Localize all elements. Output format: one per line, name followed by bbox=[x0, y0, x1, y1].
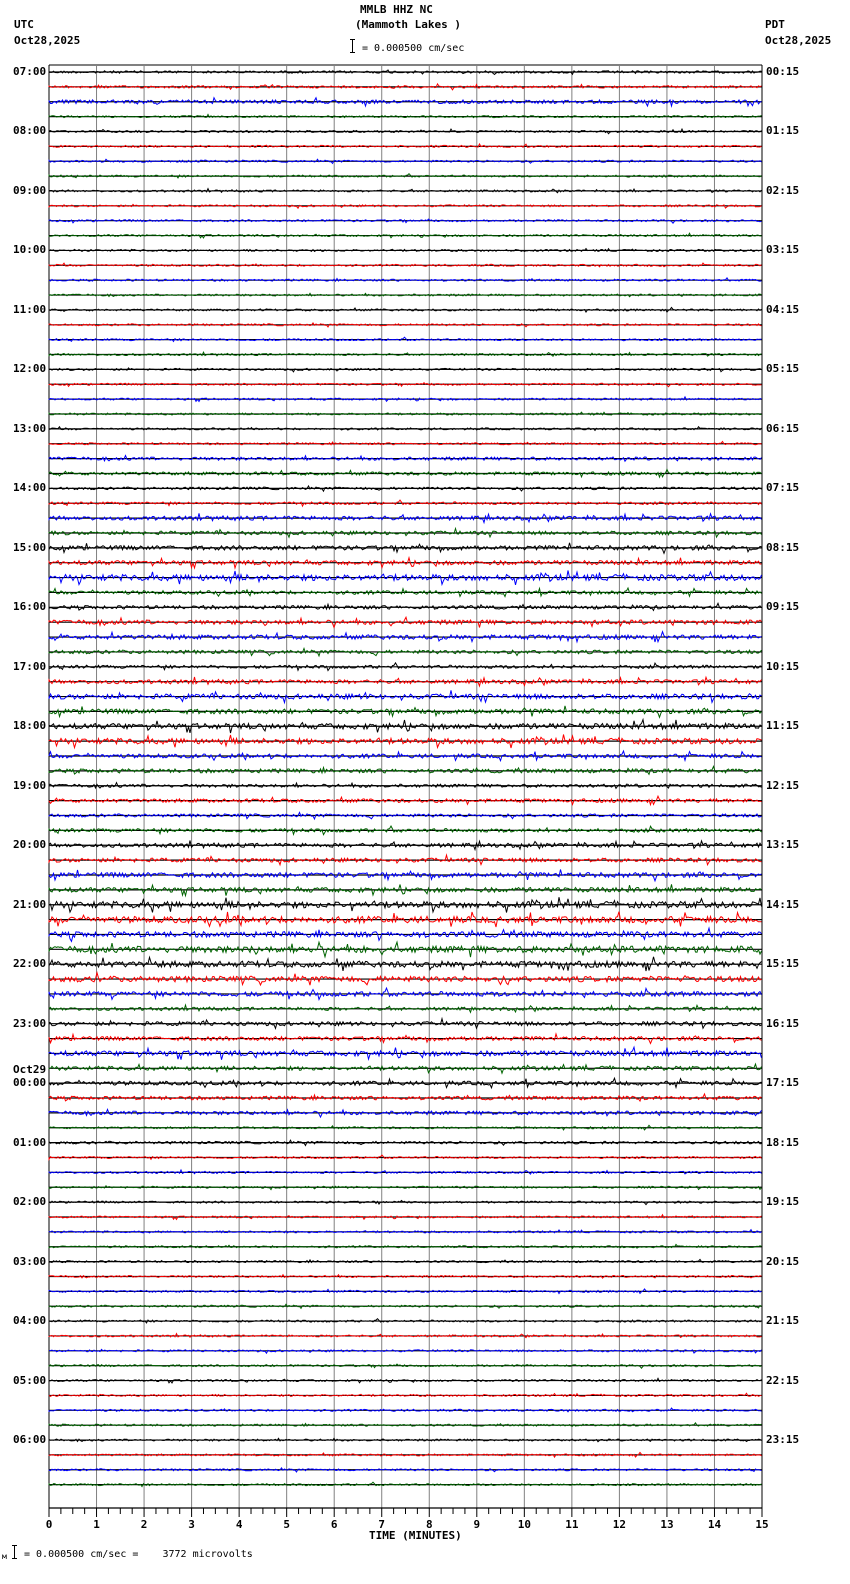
pdt-hour-label: 14:15 bbox=[766, 897, 800, 911]
utc-hour-label: 18:00 bbox=[13, 719, 47, 733]
x-tick-label: 14 bbox=[707, 1518, 722, 1531]
x-tick-label: 11 bbox=[565, 1518, 579, 1531]
pdt-hour-label: 12:15 bbox=[766, 778, 800, 792]
utc-hour-label: 17:00 bbox=[13, 659, 47, 673]
utc-hour-label: 00:00 bbox=[13, 1076, 47, 1090]
utc-hour-label: 05:00 bbox=[13, 1373, 47, 1387]
utc-hour-label: 04:00 bbox=[13, 1314, 47, 1328]
utc-hour-label: 20:00 bbox=[13, 838, 47, 852]
utc-hour-label: 22:00 bbox=[13, 957, 47, 971]
x-tick-label: 9 bbox=[473, 1518, 481, 1531]
pdt-hour-label: 03:15 bbox=[766, 243, 800, 257]
utc-hour-label: 19:00 bbox=[13, 778, 47, 792]
pdt-hour-label: 05:15 bbox=[766, 362, 800, 376]
pdt-hour-label: 19:15 bbox=[766, 1195, 800, 1209]
x-tick-label: 15 bbox=[755, 1518, 769, 1531]
footer-scale-bar-icon bbox=[12, 1545, 17, 1559]
station-location: (Mammoth Lakes ) bbox=[355, 18, 461, 31]
utc-hour-label: 23:00 bbox=[13, 1016, 47, 1030]
footer-scale-text: = 0.000500 cm/sec = 3772 microvolts bbox=[24, 1549, 253, 1560]
station-title: MMLB HHZ NC bbox=[360, 3, 433, 16]
pdt-hour-label: 22:15 bbox=[766, 1373, 800, 1387]
pdt-hour-label: 17:15 bbox=[766, 1076, 800, 1090]
pdt-hour-label: 08:15 bbox=[766, 540, 800, 554]
right-timezone: PDT bbox=[765, 18, 785, 31]
utc-hour-label: 14:00 bbox=[13, 481, 47, 495]
left-timezone: UTC bbox=[14, 18, 34, 31]
pdt-hour-label: 09:15 bbox=[766, 600, 800, 614]
pdt-hour-label: 04:15 bbox=[766, 302, 800, 316]
x-tick-label: 1 bbox=[93, 1518, 100, 1531]
left-date: Oct28,2025 bbox=[14, 34, 81, 47]
x-axis-label: TIME (MINUTES) bbox=[369, 1529, 462, 1542]
utc-hour-label: 02:00 bbox=[13, 1195, 47, 1209]
pdt-hour-label: 16:15 bbox=[766, 1016, 800, 1030]
pdt-hour-label: 01:15 bbox=[766, 124, 800, 138]
utc-hour-label: 11:00 bbox=[13, 302, 47, 316]
x-tick-label: 2 bbox=[140, 1518, 148, 1531]
pdt-hour-label: 21:15 bbox=[766, 1314, 800, 1328]
utc-hour-label: 08:00 bbox=[13, 124, 47, 138]
right-date: Oct28,2025 bbox=[765, 34, 832, 47]
pdt-hour-label: 15:15 bbox=[766, 957, 800, 971]
x-tick-label: 3 bbox=[188, 1518, 195, 1531]
utc-hour-label: 12:00 bbox=[13, 362, 47, 376]
x-tick-label: 12 bbox=[612, 1518, 627, 1531]
pdt-hour-label: 18:15 bbox=[766, 1135, 800, 1149]
pdt-hour-label: 02:15 bbox=[766, 183, 800, 197]
utc-hour-label: 15:00 bbox=[13, 540, 47, 554]
footer-prefix: м bbox=[2, 1552, 7, 1561]
pdt-hour-label: 07:15 bbox=[766, 481, 800, 495]
scale-text: = 0.000500 cm/sec bbox=[362, 43, 465, 54]
pdt-hour-label: 20:15 bbox=[766, 1254, 800, 1268]
x-tick-label: 0 bbox=[45, 1518, 53, 1531]
utc-hour-label: 21:00 bbox=[13, 897, 47, 911]
utc-hour-label: 10:00 bbox=[13, 243, 47, 257]
utc-hour-label: 01:00 bbox=[13, 1135, 47, 1149]
utc-hour-label: 07:00 bbox=[13, 65, 47, 78]
utc-hour-label: 09:00 bbox=[13, 183, 47, 197]
x-tick-label: 8 bbox=[425, 1518, 433, 1531]
x-tick-label: 6 bbox=[330, 1518, 338, 1531]
utc-hour-label: 06:00 bbox=[13, 1433, 47, 1447]
x-tick-label: 13 bbox=[660, 1518, 674, 1531]
utc-hour-label: 03:00 bbox=[13, 1254, 47, 1268]
pdt-hour-label: 11:15 bbox=[766, 719, 800, 733]
utc-date-label: Oct29 bbox=[13, 1063, 47, 1077]
utc-hour-label: 13:00 bbox=[13, 421, 47, 435]
x-tick-label: 4 bbox=[235, 1518, 243, 1531]
pdt-hour-label: 06:15 bbox=[766, 421, 800, 435]
pdt-hour-label: 23:15 bbox=[766, 1433, 800, 1447]
pdt-hour-label: 13:15 bbox=[766, 838, 800, 852]
pdt-hour-label: 00:15 bbox=[766, 65, 800, 78]
x-tick-label: 7 bbox=[378, 1518, 386, 1531]
utc-hour-label: 16:00 bbox=[13, 600, 47, 614]
x-tick-label: 5 bbox=[283, 1518, 290, 1531]
pdt-hour-label: 10:15 bbox=[766, 659, 800, 673]
x-tick-label: 10 bbox=[517, 1518, 531, 1531]
